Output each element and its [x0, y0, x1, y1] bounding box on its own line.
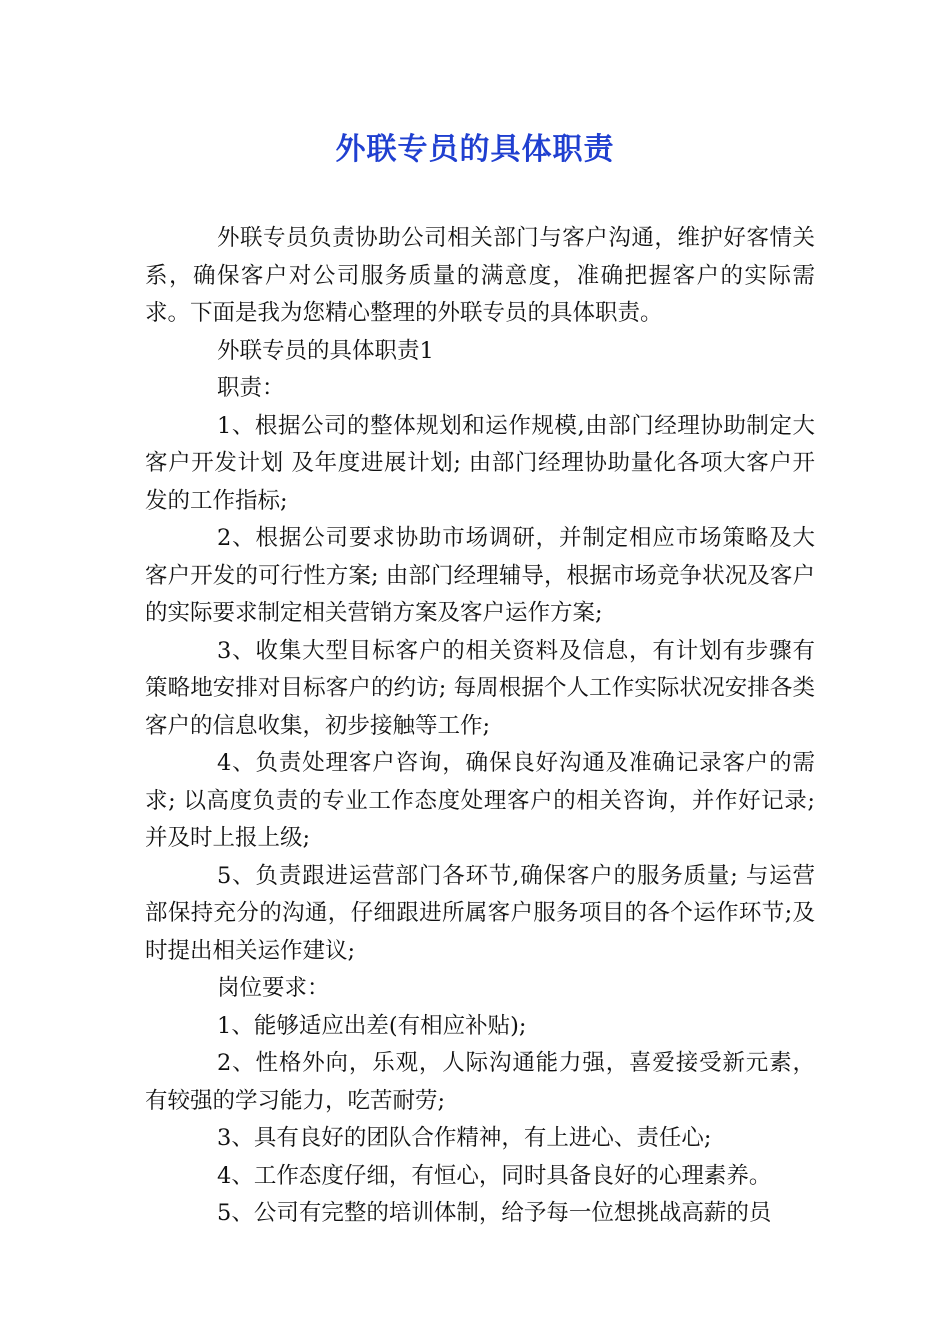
document-body [145, 220, 815, 1233]
duty-item-1: 1、根据公司的整体规划和运作规模,由部门经理协助制定大客户开发计划 及年度进展计划; 由部门经理协助量化各项大客户开发的工作指标; [145, 412, 815, 514]
document-title: 外联专员的具体职责 [335, 132, 615, 167]
requirement-item-1: 1、能够适应出差(有相应补贴); [217, 1012, 527, 1039]
subheading-requirements: 岗位要求： [217, 975, 330, 1001]
duty-item-5: 5、负责跟进运营部门各环节,确保客户的服务质量; 与运营部保持充分的沟通，仔细跟进所属客户服务项目的各个运作环节;及时提出相关运作建议; [145, 862, 815, 964]
requirement-item-5: 5、公司有完整的培训体制，给予每一位想挑战高薪的员 [217, 1200, 772, 1226]
duty-item-4: 4、负责处理客户咨询，确保良好沟通及准确记录客户的需求; 以高度负责的专业工作态度处理客户的相关咨询，并作好记录;并及时上报上级; [145, 750, 815, 851]
duty-item-2: 2、根据公司要求协助市场调研，并制定相应市场策略及大客户开发的可行性方案; 由部门经理辅导，根据市场竞争状况及客户的实际要求制定相关营销方案及客户运作方案; [145, 525, 815, 626]
requirement-item-4: 4、工作态度仔细，有恒心，同时具备良好的心理素养。 [217, 1162, 772, 1189]
requirement-item-2: 2、性格外向，乐观，人际沟通能力强，喜爱接受新元素，有较强的学习能力，吃苦耐劳; [145, 1050, 815, 1114]
requirement-item-3: 3、具有良好的团队合作精神，有上进心、责任心; [217, 1125, 712, 1151]
section-heading-1: 外联专员的具体职责1 [217, 337, 434, 364]
duty-item-3: 3、收集大型目标客户的相关资料及信息，有计划有步骤有策略地安排对目标客户的约访; 每周根据个人工作实际状况安排各类客户的信息收集，初步接触等工作; [145, 637, 815, 739]
subheading-duties: 职责： [217, 375, 285, 401]
paragraph-intro: 外联专员负责协助公司相关部门与客户沟通，维护好客情关系，确保客户对公司服务质量的满意度，准确把握客户的实际需求。下面是我为您精心整理的外联专员的具体职责。 [145, 225, 815, 326]
